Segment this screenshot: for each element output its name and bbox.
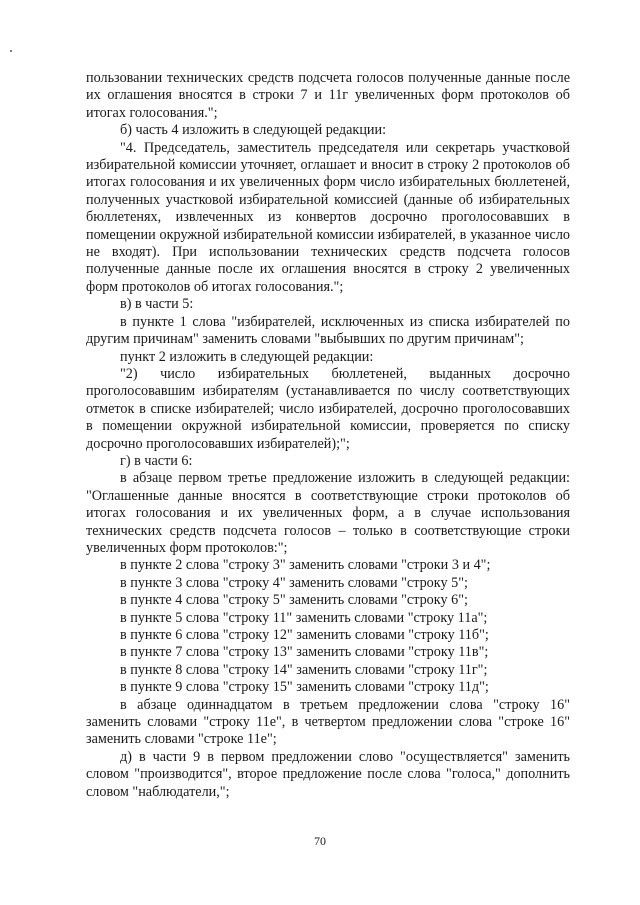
- paragraph: в абзаце первом третье предложение изложить в следующей редакции: "Оглашенные данные вносятся в соответствующие строки протоколов об итогах голосования и их увеличенных форм, а в случае использования технических средств подсчета голосов – только в соответствующие строки увеличенных форм протоколов:";: [86, 470, 570, 556]
- paragraph: в пункте 1 слова "избирателей, исключенных из списка избирателей по другим причинам" заменить словами "выбывших по другим причинам";: [86, 313, 570, 348]
- list-item: в пункте 4 слова "строку 5" заменить словами "строку 6";: [120, 592, 468, 609]
- list-item: в пункте 2 слова "строку 3" заменить словами "строки 3 и 4";: [120, 557, 491, 574]
- list-item: в пункте 8 слова "строку 14" заменить словами "строку 11г";: [120, 661, 488, 678]
- paragraph: д) в части 9 в первом предложении слово "осуществляется" заменить словом "производится", второе предложение после слова "голоса," дополнить словом "наблюдатели,";: [86, 748, 570, 800]
- paragraph: б) часть 4 изложить в следующей редакции:: [120, 122, 387, 139]
- list-item: в пункте 5 слова "строку 11" заменить словами "строку 11а";: [120, 609, 488, 626]
- list-item: в пункте 9 слова "строку 15" заменить словами "строку 11д";: [120, 679, 489, 696]
- paragraph: пункт 2 изложить в следующей редакции:: [120, 348, 374, 365]
- document-body: [86, 70, 570, 801]
- list-item: в пункте 7 слова "строку 13" заменить словами "строку 11в";: [120, 644, 489, 661]
- paragraph: в) в части 5:: [120, 296, 194, 313]
- scan-mark: [10, 50, 12, 52]
- page-number: 70: [314, 834, 326, 848]
- paragraph: "2) число избирательных бюллетеней, выданных досрочно проголосовавшим избирателям (устанавливается по числу соответствующих отметок в списке избирателей; число избирателей, досрочно проголосовавших в помещении окружной избирательной комиссии, проверяется по списку досрочно проголосовавших избирателей);";: [86, 365, 570, 452]
- list-item: в пункте 6 слова "строку 12" заменить словами "строку 11б";: [120, 627, 489, 643]
- list-item: в пункте 3 слова "строку 4" заменить словами "строку 5";: [120, 574, 468, 591]
- paragraph: г) в части 6:: [120, 452, 193, 469]
- paragraph: пользовании технических средств подсчета голосов полученные данные после их оглашения вносятся в строки 7 и 11г увеличенных форм протоколов об итогах голосования.";: [86, 70, 570, 121]
- paragraph: "4. Председатель, заместитель председателя или секретарь участковой избирательной комиссии уточняет, оглашает и вносит в строку 2 протоколов об итогах голосования и их увеличенных форм число избирательных бюллетеней, полученных участковой избирательной комиссией (данные об избирательных бюллетенях, извлеченных из конвертов досрочно проголосовавших в помещении окружной избирательной комиссии избирателей, в указанное число не входят). При использовании технических средств подсчета голосов полученные данные после их оглашения вносятся в строку 2 увеличенных форм протоколов об итогах голосования.";: [86, 139, 570, 295]
- paragraph: в абзаце одиннадцатом в третьем предложении слова "строку 16" заменить словами "строку 11е", в четвертом предложении слова "строке 16" заменить словами "строке 11е";: [86, 696, 570, 748]
